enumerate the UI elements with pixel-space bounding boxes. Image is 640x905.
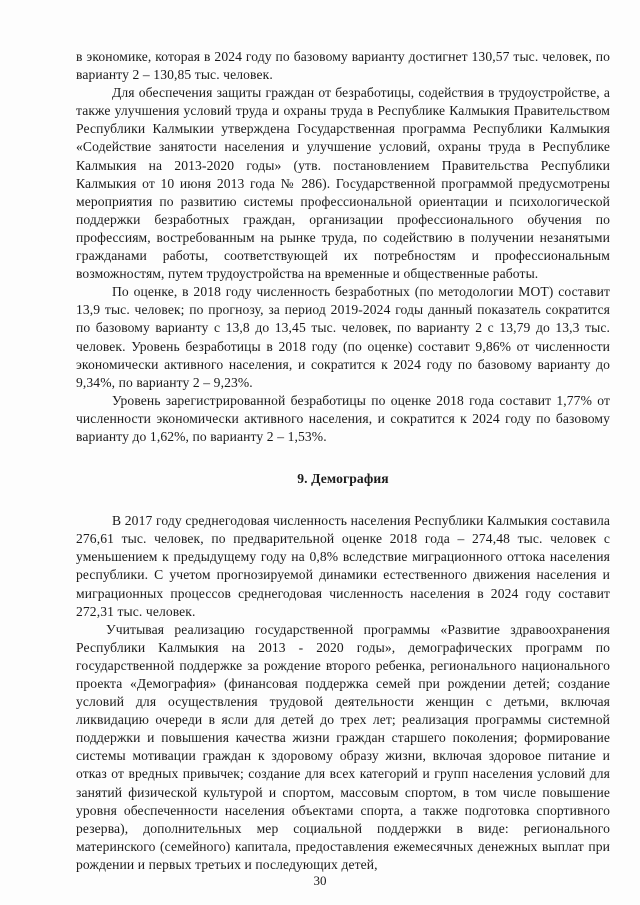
section-heading: 9. Демография [297,471,389,487]
paragraph-unemployment-estimate: По оценке, в 2018 году численность безработных (по методологии МОТ) составит 13,9 тыс. человек; по прогнозу, за период 2019-2024 годы данный показатель сократится по базовому варианту с 13,8 до 13,45 тыс. человек, по варианту 2 с 13,79 до 13,3 тыс. человек. Уровень безработицы в 2018 году (по оценке) составит 9,86% от численности экономически активного населения, и сократится к 2024 году по базовому варианту до 9,34%, по варианту 2 – 9,23%. [76,284,610,390]
paragraph-demography-programs: Учитывая реализацию государственной программы «Развитие здравоохранения Республики Калмыкия на 2013 - 2020 годы», демографических программ по государственной поддержке за рождение второго ребенка, регионального национального проекта «Демография» (финансовая поддержка семей при рождении детей; создание условий для осуществления трудовой деятельности женщин с детьми, включая ликвидацию очереди в ясли для детей до трех лет; реализация программы системной поддержки и повышения качества жизни граждан старшего поколения; формирование системы мотивации граждан к здоровому образу жизни, включая здоровое питание и отказ от вредных привычек; создание для всех категорий и групп населения условий для занятий физической культурой и спортом, массовым спортом, в том числе повышение уровня обеспеченности населения объектами спорта, а также подготовка спортивного резерва), дополнительных мер социальной поддержки в виде: регионального материнского (семейного) капитала, предоставления ежемесячных денежных выплат при рождении и первых третьих и последующих детей, [76,621,610,872]
paragraph-population: В 2017 году среднегодовая численность населения Республики Калмыкия составила 276,61 тыс. человек, по предварительной оценке 2018 года – 274,48 тыс. человек с уменьшением к предыдущему году на 0,8% вследствие миграционного оттока населения республики. С учетом прогнозируемой динамики естественного движения населения и миграционных процессов среднегодовая численность населения в 2024 году составит 272,31 тыс. человек. [76,513,610,619]
page-number: 30 [313,873,327,888]
paragraph-continuation: в экономике, которая в 2024 году по базовому варианту достигнет 130,57 тыс. человек, по варианту 2 – 130,85 тыс. человек. [76,49,610,83]
paragraph-registered-unemployment: Уровень зарегистрированной безработицы по оценке 2018 года составит 1,77% от численности экономически активного населения, и сократится к 2024 году по базовому варианту до 1,62%, по варианту 2 – 1,53%. [76,392,610,444]
document-body [76,48,610,874]
paragraph-employment-program: Для обеспечения защиты граждан от безработицы, содействия в трудоустройстве, а также улучшения условий труда и охраны труда в Республике Калмыкия Правительством Республики Калмыкии утверждена Государственная программа Республики Калмыкия «Содействие занятости населения и улучшение условий, охраны труда в Республике Калмыкия на 2013-2020 годы» (утв. постановлением Правительства Республики Калмыкия от 10 июня 2013 года № 286). Государственной программой предусмотрены мероприятия по развитию системы профессиональной ориентации и психологической поддержки безработных граждан, организации профессионального обучения по профессиям, востребованным на рынке труда, по содействию в получении незанятыми гражданами работы, соответствующей их потребностям и профессиональным возможностям, путем трудоустройства на временные и общественные работы. [76,85,610,282]
